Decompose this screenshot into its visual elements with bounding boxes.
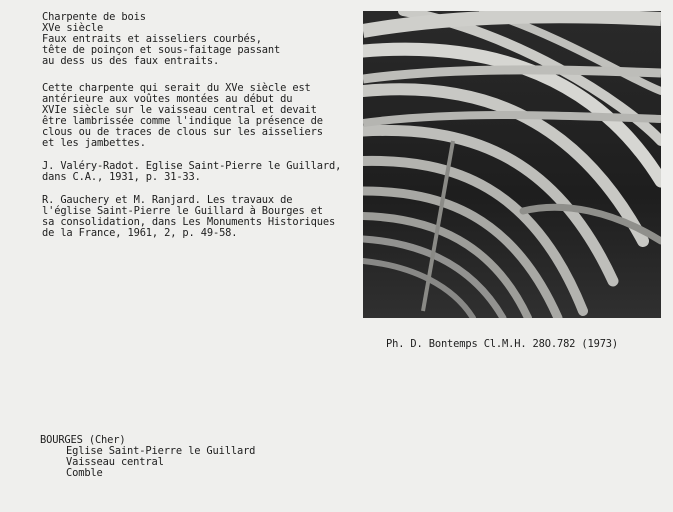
header-line: Charpente de bois bbox=[42, 11, 146, 23]
location-block bbox=[40, 435, 255, 479]
header-line: au dess us des faux entraits. bbox=[42, 55, 220, 67]
location-detail: Comble bbox=[66, 467, 103, 479]
photo-credit: Ph. D. Bontemps Cl.M.H. 28O.782 (1973) bbox=[386, 338, 619, 350]
reference-2 bbox=[42, 195, 362, 239]
reference-line: dans C.A., 1931, p. 31-33. bbox=[42, 171, 201, 183]
header-line: XVe siècle bbox=[42, 22, 104, 34]
description-line: être lambrissée comme l'indique la présence de bbox=[42, 115, 323, 127]
reference-line: sa consolidation, dans Les Monuments Historiques bbox=[42, 216, 336, 228]
description-line: clous ou de traces de clous sur les aisseliers bbox=[42, 126, 323, 138]
reference-1 bbox=[42, 161, 362, 183]
reference-line: l'église Saint-Pierre le Guillard à Bourges et bbox=[42, 205, 323, 217]
description-line: et les jambettes. bbox=[42, 137, 146, 149]
description-line: antérieure aux voûtes montées au début du bbox=[42, 93, 293, 105]
card-text bbox=[42, 12, 362, 239]
header-line: tête de poinçon et sous-faitage passant bbox=[42, 44, 281, 56]
reference-line: de la France, 1961, 2, p. 49-58. bbox=[42, 227, 238, 239]
description-block bbox=[42, 83, 362, 149]
location-church: Eglise Saint-Pierre le Guillard bbox=[66, 445, 256, 457]
location-part: Vaisseau central bbox=[66, 456, 164, 468]
description-line: Cette charpente qui serait du XVe siècle est bbox=[42, 82, 311, 94]
header-line: Faux entraits et aisseliers courbés, bbox=[42, 33, 262, 45]
header-block bbox=[42, 12, 362, 67]
description-line: XVIe siècle sur le vaisseau central et devait bbox=[42, 104, 317, 116]
reference-line: R. Gauchery et M. Ranjard. Les travaux de bbox=[42, 194, 293, 206]
location-city: BOURGES (Cher) bbox=[40, 434, 126, 446]
reference-line: J. Valéry-Radot. Eglise Saint-Pierre le Guillard, bbox=[42, 160, 342, 172]
timber-photo-illustration bbox=[363, 11, 661, 318]
roof-framework-photo bbox=[363, 11, 661, 318]
